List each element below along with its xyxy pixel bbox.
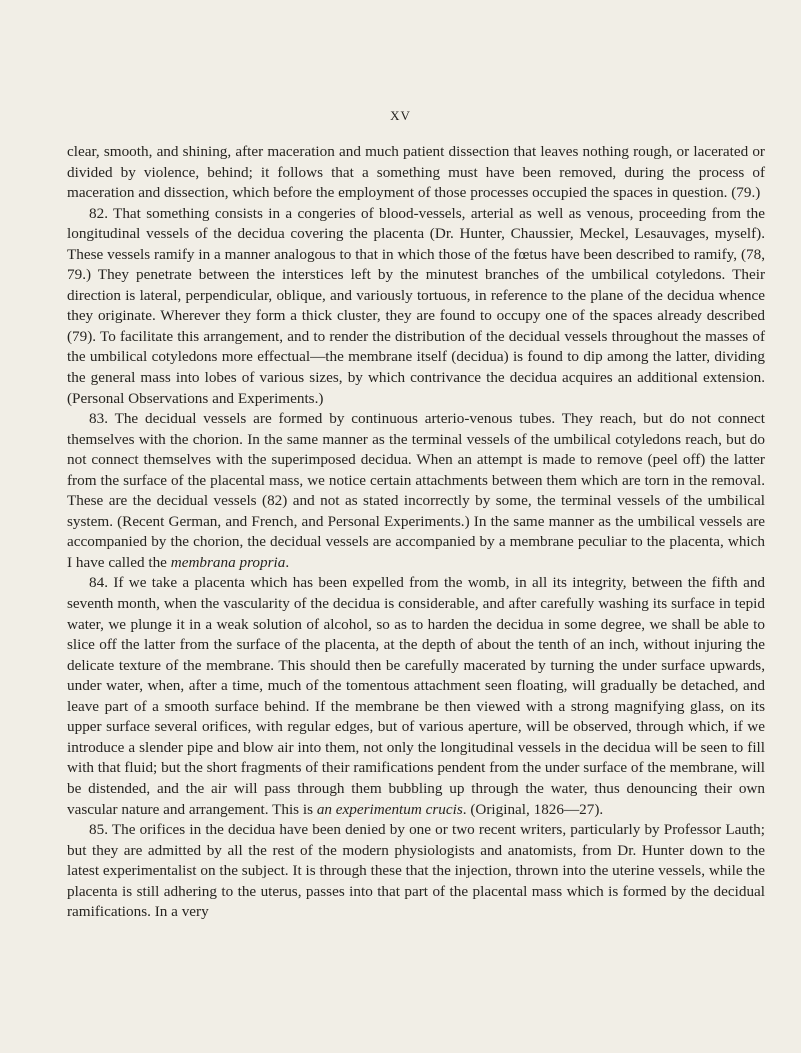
paragraph-82 [67, 204, 765, 409]
paragraph-text: The orifices in the decidua have been denied by one or two recent writers, particularly by Professor Lauth; but they are admitted by all the rest of the modern physiologists and anatomists, from Dr. Hunter down to the latest experimentalist on the subject. It is through these that the injection, thrown into the uterine vessels, while the placenta is still adhering to the uterus, passes into that part of the placental mass which is formed by the decidual ramifications. In a very [67, 821, 765, 921]
paragraph-number: 85. [89, 821, 108, 839]
italic-term: membrana propria [170, 553, 286, 571]
paragraph-text: That something consists in a congeries of blood-vessels, arterial as well as venous, proceeding from the longitudinal vessels of the decidua covering the placenta (Dr. Hunter, Chaussier, Meckel, Lesauvages, myself). These vessels ramify in a manner analogous to that in which those of the fœtus have been described to ramify, (78, 79.) They penetrate between the interstices left by the minutest branches of the umbilical cotyledons. Their direction is lateral, perpendicular, oblique, and variously tortuous, in reference to the plane of the decidua whence they originate. Wherever they form a thick cluster, they are found to occupy one of the spaces already described (79). To facilitate this arrangement, and to render the distribution of the decidual vessels throughout the masses of the umbilical cotyledons more effectual—the membrane itself (decidua) is found to dip among the latter, dividing the general mass into lobes of various sizes, by which contrivance the decidua acquires an additional extension. (Personal Observations and Experiments.) [67, 204, 765, 407]
paragraph-83 [67, 409, 765, 573]
paragraph-text-end: . [285, 553, 290, 571]
paragraph-text: The decidual vessels are formed by continuous arterio-venous tubes. They reach, but do not connect themselves with the chorion. In the same manner as the terminal vessels of the umbilical cotyledons reach, but do not connect themselves with the superimposed decidua. When an attempt is made to remove (peel off) the latter from the surface of the placental mass, we notice certain attachments between them which are torn in the removal. These are the decidual vessels (82) and not as stated incorrectly by some, the terminal vessels of the umbilical system. (Recent German, and French, and Personal Experiments.) In the same manner as the umbilical vessels are accompanied by the chorion, the decidual vessels are accompanied by a membrane peculiar to the placenta, which I have called the [67, 410, 766, 571]
paragraph-85 [67, 820, 765, 923]
page-number: XV [390, 108, 411, 123]
paragraph-number: 84. [89, 574, 108, 592]
paragraph-number: 82. [89, 204, 108, 222]
paragraph-number: 83. [89, 410, 108, 428]
paragraph-84 [67, 573, 765, 820]
italic-term: an experimentum crucis [316, 800, 463, 818]
paragraph-text: If we take a placenta which has been expelled from the womb, in all its integrity, between the fifth and seventh month, when the vascularity of the decidua is considerable, and after carefully washing its surface in tepid water, we plunge it in a weak solution of alcohol, so as to harden the decidua in some degree, we shall be able to slice off the latter from the surface of the placenta, at the depth of about the tenth of an inch, without injuring the delicate texture of the membrane. This should then be carefully macerated by turning the under surface upwards, under water, when, after a time, much of the tomentous attachment seen floating, will gradually be detached, and leave part of a smooth surface behind. If the membrane be then viewed with a strong magnifying glass, on its upper surface several orifices, with regular edges, but of various aperture, will be observed, through which, if we introduce a slender pipe and blow air into them, not only the longitudinal vessels in the decidua will be seen to fill with that fluid; but the short fragments of their ramifications pendent from the under surface of the membrane, will be distended, and the air will pass through them bubbling up through the water, thus denouncing their own vascular nature and arrangement. This is [67, 574, 766, 818]
paragraph-text-end: . (Original, 1826—27). [462, 800, 604, 818]
paragraph-continuation [67, 142, 765, 204]
paragraph-text: clear, smooth, and shining, after maceration and much patient dissection that leaves nothing rough, or lacerated or divided by violence, behind; it follows that a something must have been removed, during the process of maceration and dissection, which before the employment of those processes occupied the spaces in question. (79.) [67, 143, 765, 202]
body-text [67, 142, 765, 923]
